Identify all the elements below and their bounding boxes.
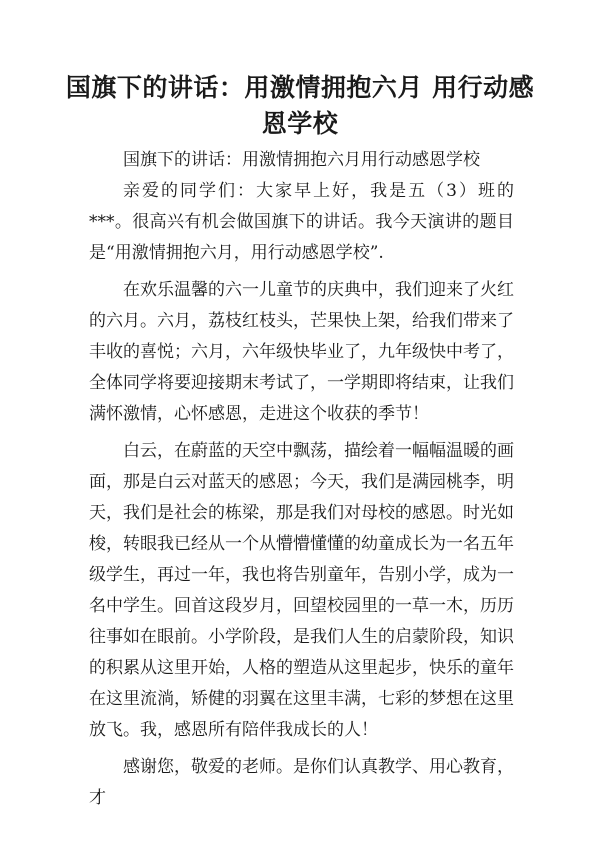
paragraph-thanks-teachers: 感谢您，敬爱的老师。是你们认真教学、用心教育，才 bbox=[89, 757, 514, 808]
paragraph-greeting: 亲爱的同学们：大家早上好，我是五（3）班的***。很高兴有机会做国旗下的讲话。我今天演讲的题目是“用激情拥抱六月，用行动感恩学校”. bbox=[89, 181, 514, 263]
document-title: 国旗下的讲话：用激情拥抱六月 用行动感恩学校 bbox=[65, 73, 535, 138]
paragraph-gratitude: 白云，在蔚蓝的天空中飘荡，描绘着一幅幅温暖的画面，那是白云对蓝天的感恩；今天，我们是满园桃李，明天，我们是社会的栋梁，那是我们对母校的感恩。时光如梭，转眼我已经从一个从懵懵懂懂的幼童成长为一名五年级学生，再过一年，我也将告别童年，告别小学，成为一名中学生。回首这段岁月，回望校园里的一草一木，历历往事如在眼前。小学阶段，是我们人生的启蒙阶段，知识的积累从这里开始，人格的塑造从这里起步，快乐的童年在这里流淌，矫健的羽翼在这里丰满，七彩的梦想在这里放飞。我，感恩所有陪伴我成长的人！ bbox=[89, 441, 514, 740]
document-body bbox=[89, 145, 514, 820]
paragraph-heading-repeat: 国旗下的讲话：用激情拥抱六月用行动感恩学校 bbox=[123, 150, 480, 170]
paragraph-june: 在欢乐温馨的六一儿童节的庆典中，我们迎来了火红的六月。六月，荔枝红枝头，芒果快上架，给我们带来了丰收的喜悦；六月，六年级快毕业了，九年级快中考了，全体同学将要迎接期末考试了，一学期即将结束，让我们满怀激情，心怀感恩，走进这个收获的季节！ bbox=[89, 280, 514, 424]
